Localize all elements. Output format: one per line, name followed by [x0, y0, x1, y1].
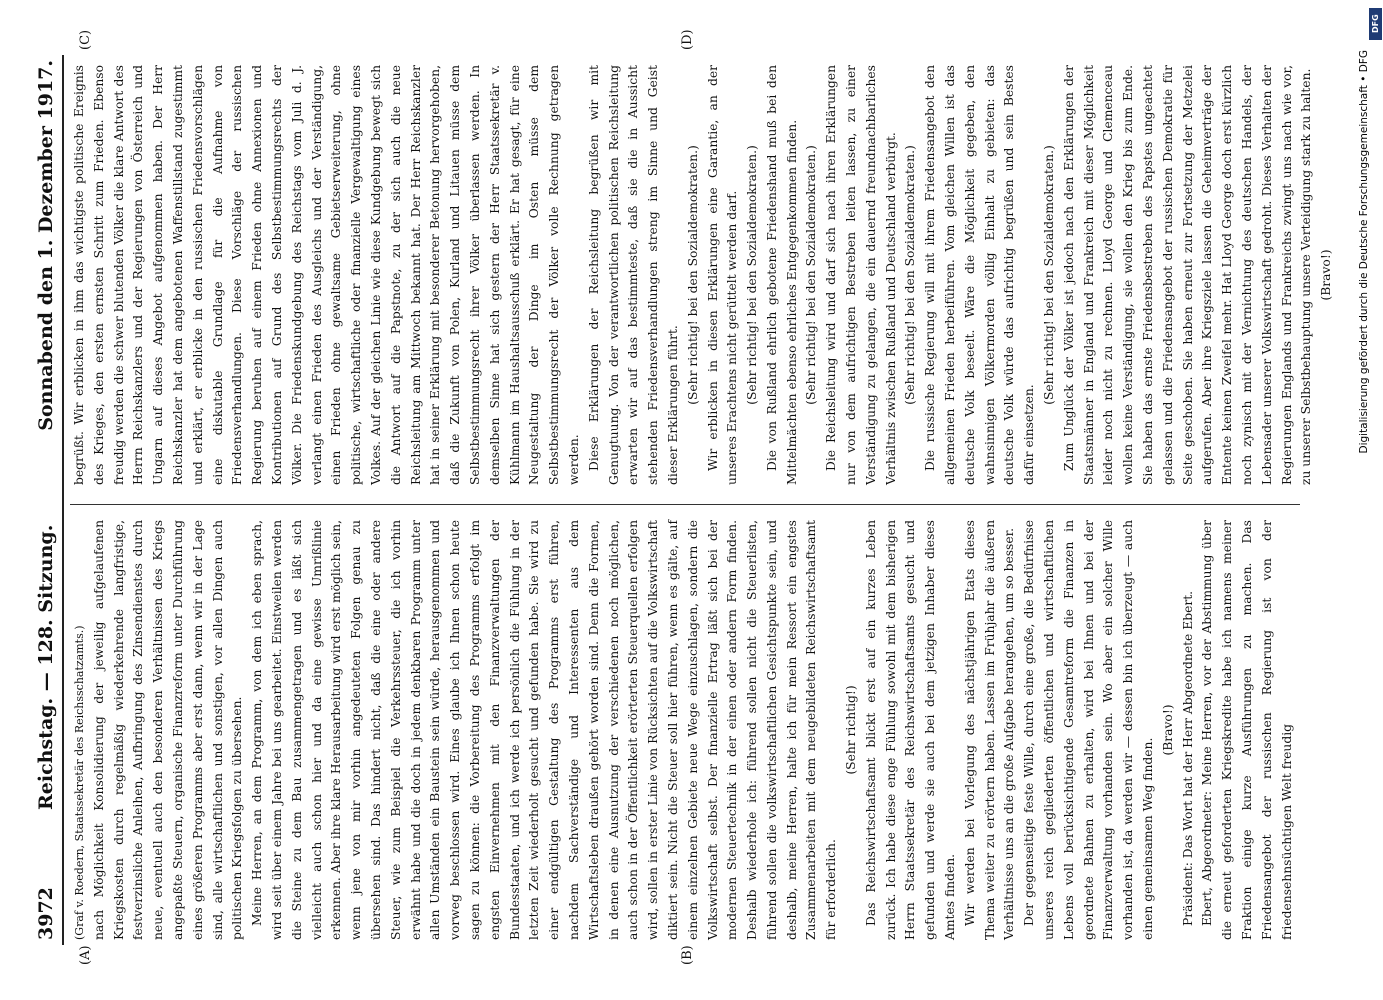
interjection: (Sehr richtig! bei den Sozialdemokraten.) — [1042, 145, 1057, 405]
session-title: Reichstag. — 128. Sitzung. — [35, 524, 57, 810]
header-rule — [62, 55, 64, 945]
margin-marker-a: (A) — [78, 945, 93, 965]
column-divider — [70, 504, 1300, 505]
dfg-credit: Digitalisierung gefördert durch die Deutsche Forschungsgemeinschaft • DFG — [1358, 50, 1370, 454]
paragraph: Zum Unglück der Völker ist jedoch nach den Erklärungen der Staatsmänner in England und Frankreich mit dieser Möglichkeit leider noch nicht zu rechnen. Lloyd George und Clemenceau wollen keine Verständigung, sie wollen den Krieg bis zum Ende. Sie haben das ernste Friedensbestreben des Papstes ungeachtet gelassen und die Friedensangebot der russischen Demokratie für Seite geschoben. Sie haben erneut zur Fortsetzung der Metzelei aufgerufen. Aber ihre Kriegsziele lassen die Geheimverträge der Entente keinen Zweifel mehr. Hat Lloyd George doch erst kürzlich noch zynisch mit der Vernichtung des deutschen Handels, der Lebensader unserer Volkswirtschaft gedroht. Dieses Verhalten der Regierungen Englands und Frankreichs zwingt uns nach wie vor, zu unserer Selbstbehauptung unsere Verteidigung stark zu halten. — [1061, 65, 1314, 485]
paragraph: Diese Erklärungen der Reichsleitung begrüßen wir mit Genugtuung. Von der verantwortlichen politischen Reichsleitung erwarten wir auf das bestimmteste, daß sie die in Aussicht stehenden Friedensverhandlungen streng im Sinne und Geist dieser Erklärungen führt. — [586, 65, 680, 485]
dfg-logo: DFG — [1369, 8, 1382, 40]
paragraph-president: Präsident: Das Wort hat der Herr Abgeordnete Ebert. — [1180, 590, 1195, 926]
paragraph: Die russische Regierung will mit ihrem Friedensangebot den allgemeinen Frieden herbeiführen. Vom gleichen Willen ist das deutsche Volk beseelt. Wäre die Möglichkeit gegeben, den wahnsinnigen Völkermorden völlig Einhalt zu gebieten: das deutsche Volk würde das aufrichtig begrüßen und sein Bestes dafür einsetzen. — [923, 65, 1037, 485]
page-header — [35, 60, 65, 940]
paragraph-ebert: Ebert, Abgeordneter: Meine Herren, vor der Abstimmung über die erneut geforderten Kriegskredite habe ich namens meiner Fraktion einige kurze Ausführungen zu machen. Das Friedensangebot der russischen Regierung ist von der friedensehnsüchtigen Welt freudig — [1200, 520, 1294, 940]
right-column — [70, 65, 1334, 485]
page-number: 3972 — [35, 887, 57, 940]
paragraph: Meine Herren, an dem Programm, von dem ich eben sprach, wird seit über einem Jahre bei uns gearbeitet. Einstweilen werden die Steine zu dem Bau zusammengetragen und es läßt sich vielleicht auch schon hier und da eine gewisse Umrißlinie erkennen. Aber ihre klare Herausarbeitung wird erst möglich sein, wenn jene von mir vorhin angedeuteten Folgen genau zu übersehen sind. Das hindert nicht, daß die eine oder andere Steuer, wie zum Beispiel die Verkehrssteuer, die ich vorhin erwähnt habe und die doch in jedem denkbaren Programm unter allen Umständen ein Baustein sein würde, herausgenommen und vorweg beschlossen wird. Eines glaube ich Ihnen schon heute sagen zu können: die Vorbereitung des Programms erfolgt im engsten Einvernehmen mit den Finanzverwaltungen der Bundesstaaten, und ich werde ich persönlich die Fühlung in der letzten Zeit wiederholt gesucht und gefunden habe. Sie wird zu einer endgültigen Gestaltung des Programms erst führen, nachdem Sachverständige und Interessenten aus dem Wirtschaftsleben draußen gehört worden sind. Denn die Formen, in denen eine Ausnutzung der verschiedenen noch möglichen, auch schon in der Öffentlichkeit erörterten Steuerquellen erfolgen wird, sollen in erster Linie von Rücksichten auf die Volkswirtschaft diktiert sein. Nicht die Steuer soll hier führen, wenn es gälte, auf einem einzelnen Gebiete neue Wege einzuschlagen, sondern die Volkswirtschaft selbst. Der finanzielle Ertrag läßt sich bei der modernen Steuertechnik in der einen oder andern Form finden. Deshalb wiederhole ich: führend sollen nicht die Steuerlisten, führend sollen die volkswirtschaftlichen Gesichtspunkte sein, und deshalb, meine Herren, halte ich für mein Ressort ein engstes Zusammenarbeiten mit dem neugebildeten Reichswirtschaftsamt für erforderlich. — [250, 520, 839, 940]
paragraph: Das Reichswirtschaftsamt blickt erst auf ein kurzes Leben zurück. Ich habe diese enge Fühlung sowohl mit dem bisherigen Herrn Staatssekretär des Reichswirtschaftsamts gesucht und gefunden und werde sie auch bei dem jetzigen Inhaber dieses Amtes finden. — [863, 520, 958, 940]
paragraph: Die von Rußland ehrlich gebotene Friedenshand muß bei den Mittelmächten ebenso ehrliches Entgegenkommen finden. — [764, 65, 799, 485]
left-column — [70, 520, 1294, 940]
interjection: (Bravo!) — [1160, 704, 1175, 756]
margin-marker-b: (B) — [680, 945, 695, 965]
paragraph: begrüßt. Wir erblicken in ihm das wichtigste politische Ereignis des Krieges, den ersten ernsten Schritt zum Frieden. Ebenso freudig werden die schwer blutenden Völker die klare Antwort des Herrn Reichskanzlers und der Regierungen von Österreich und Ungarn auf dieses Angebot aufgenommen haben. Der Herr Reichskanzler hat dem angebotenen Waffenstillstand zugestimmt und erklärt, er erblicke in den russischen Friedensvorschlägen eine diskutable Grundlage für die Aufnahme von Friedensverhandlungen. Diese Vorschläge der russischen Regierung beruhen auf einem Frieden ohne Annexionen und Kontributionen auf Grund des Selbstbestimmungsrechts der Völker. Die Friedenskundgebung des Reichstags vom Juli d. J. verlangt einen Frieden des Ausgleichs und der Verständigung, einen Frieden ohne gewaltsame Gebietserweiterung, ohne politische, wirtschaftliche oder finanzielle Vergewaltigung eines Volkes. Auf der gleichen Linie wie diese Kundgebung bewegt sich die Antwort auf die Papstnote, zu der sich auch die neue Reichsleitung am Mittwoch bekannt hat. Der Herr Reichskanzler hat in seiner Erklärung mit besonderer Betonung hervorgehoben, daß die Zukunft von Polen, Kurland und Litauen müsse dem Selbstbestimmungsrecht ihrer Völker überlassen werden. In demselben Sinne hat sich gestern der Herr Staatssekretär v. Kühlmann im Haushaltsausschuß erklärt. Er hat gesagt, für eine Neugestaltung der Dinge im Osten müsse dem Selbstbestimmungsrecht der Völker volle Rechnung getragen werden. — [72, 65, 581, 485]
margin-marker-c: (C) — [78, 29, 93, 50]
paragraph: nach Möglichkeit Konsolidierung der jeweilig aufgelaufenen Kriegskosten durch regelmäßig wiederkehrende langfristige, festverzinsliche Anleihen, Aufbringung des Zinsendienstes durch neue, eventuell auch den besonderen Verhältnissen des Kriegs angepaßte Steuern, organische Finanzreform unter Durchführung eines größeren Programms aber erst dann, wenn wir in der Lage sind, alle wirtschaftlichen und sonstigen, vor allen Dingen auch politischen Kriegsfolgen zu übersehen. — [91, 520, 245, 940]
paragraph: Der gegenseitige feste Wille, durch eine große, die Bedürfnisse unseres reich gegliederten öffentlichen und wirtschaftlichen Lebens voll berücksichtigende Gesamtreform die Finanzen in geordnete Bahnen zu erhalten, wird bei Ihnen und bei der Finanzverwaltung vorhanden sein. Wo aber ein solcher Wille vorhanden ist, da werden wir — dessen bin ich überzeugt — auch einen gemeinsamen Weg finden. — [1022, 520, 1156, 940]
interjection: (Bravo!) — [1319, 249, 1334, 301]
speaker-note: (Graf v. Roedern, Staatssekretär des Reichsschatzamts.) — [73, 625, 86, 940]
digitization-sidebar — [1346, 0, 1383, 1000]
margin-marker-d: (D) — [680, 29, 695, 50]
interjection: (Sehr richtig! bei den Sozialdemokraten.) — [745, 145, 760, 405]
interjection: (Sehr richtig! bei den Sozialdemokraten.) — [685, 145, 700, 405]
session-date: Sonnabend den 1. Dezember 1917. — [35, 60, 57, 431]
interjection: (Sehr richtig!) — [844, 685, 859, 775]
paragraph: Die Reichsleitung wird und darf sich nach ihren Erklärungen nur von dem aufrichtigen Bestreben leiten lassen, zu einer Verständigung zu gelangen, die ein dauernd freundnachbarliches Verhältnis zwischen Rußland und Deutschland verbürgt. — [824, 65, 898, 485]
paragraph: Wir werden bei Vorlegung des nächstjährigen Etats dieses Thema weiter zu erörtern haben. Lassen im Frühjahr die äußeren Verhältnisse uns an die große Aufgabe herangehen, um so besser. — [962, 520, 1017, 940]
paragraph: Wir erblicken in diesen Erklärungen eine Garantie, an der unseres Erachtens nicht gerüttelt werden darf. — [705, 65, 740, 485]
interjection: (Sehr richtig! bei den Sozialdemokraten.) — [903, 145, 918, 405]
interjection: (Sehr richtig! bei den Sozialdemokraten.) — [804, 145, 819, 405]
